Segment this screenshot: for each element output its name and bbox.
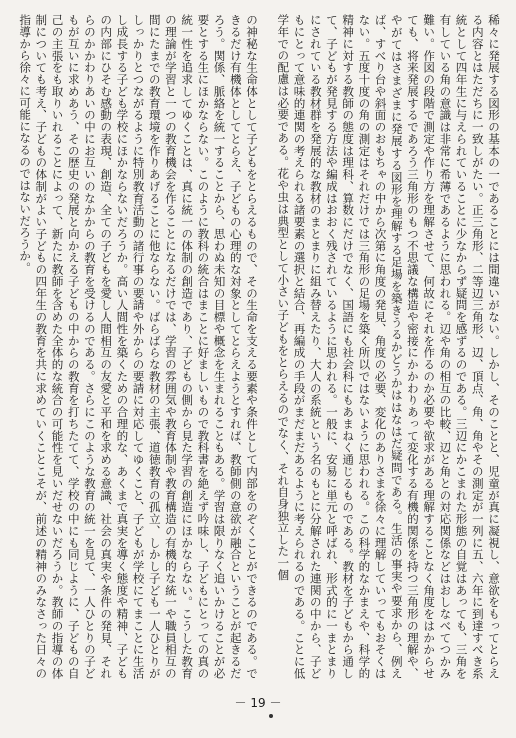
left-text-column: の神秘な生命体として子どもをとらえるもので、その生命を支える要素や条件として内部をのぞくことができるのである。できるだけ有機体としてとらえ、子どもの心理的な対象としてとらえようとすれば、教師側の意欲が融合ということが起きるだろう。関係、脈絡を統一することから、思わぬ未知の目標や概念を生まれることもある。学習は限りなく追いかけることが必要とする生にほかならない。このように教科の統合はまことに好ましいもので教科書を絶えず吟味し、子どもにとっての真の統一性を追求してゆくことは、真に統一の体制の創造であり、子どもの側から見た学習の創造にほかならない。こうした教育の理論が学習と一つの教育機会を作ることになるだけでは、学習の雰囲気や教育体制や教育構造の有機的な統一や職員相互の間にたまでの教育環境を作りあげることに他ならない。ばらばらな教材の主張、道徳教育の孤立、しかし子ども一人ひとりがしっかりとつながるように特別教育活動の諸行事の要請や外からの要請に対応してゆくこと、子どもが学校にてまことに生活し成長する子ども学校にほかならないだろうか。高い人間性を築くための合理的な、あくまで真実を導く態度や精神、子どもの内部にひそむ感動の表現、創造、全ての子どもを愛し人間相互の友愛と平和を求める意識、社会の真実や条件の発見、それらのかかわりあいの中にお互いのなかからの教育を受けるのである。さらにこのような教育の統一を見て、一人ひとりの子どもが互いに求めあう、その歴史の発展と向かえる子どもの中からの教育を打ちたてて、学校の中にも同じように、子どもの自己の主張をも取りいれることによって、新たに教師を含めた全体的な統合の可能性を見いだせないだろうか。教師の指導の体制についても考え、子どもの体制がよい子どもの四年生の教育を共に求めていくことこそが、前述の精神のみなさった日々の指導から徐々に可能になるのではないだろうか。 <box>18 14 259 679</box>
page-number: － 19 － <box>234 696 282 710</box>
right-text-column: 稀々に発展する図形の基本の一であることには間違いがない。しかし、そのことと、児童が真に凝視し、意欲をもってとらえる内容とはただちに一致しがたい。正三角形、二等辺三角形、辺、頂点、角、角やその測定が一列に五、六年に到達すべき系統として四年生に与えられていることに少なからず疑問を感ずるのである。三辺にかこまれた形態の自覚はあっても、三角を有している角の意識は非常に希薄であるように思われる。辺や角の相互の比較、辺と角との対応関係などはおしなべてつかみ難い。作図の段階で測定や作り方を理解させて、何故にそれを作るのか必要や欲求がある理解することなく角度をはかからせても、将来発展するであろう三角形のもつ不思議な構造や密接にかかわりあって変化する有機的関係を持つ三角形の理解や、やがてはさまざまに発展する図形を理解する足場を築きうるかどうかははなはだ疑問である。生活の事実や要求から、例えば、すべり台や斜面のおもちゃの中から次第に角度の発見、角度の必要、変化のありさまを徐々に理解していってもおそくはない。五度十度の角の測定はそれだけでは三角形の足場を築く所以ではないように思われる。この科学的なかまえや、科学的精神に対する教師の態度は理科、算数にだけでなく、国語にも社会科にもあまねく通じるものである。教材を子どもから通して、子どもが発見する方法や編成はおおく残されているように思われる。一般に、安易に単元と呼ばれ、形式的に一まとまりにされている教材群を発展的な教材のまとまりに組み替えたり、大人の系統という名のもとに分解された連関の中から、子どもにとって意味的連関の考えられる諸要素の選択と結合、再編成の手段がまだまだあるように考えられるのである。ことに低学年での配慮は必要である。花や虫は典型として小さい子どもをとらえるのでなく、それ自身独立した一個 <box>276 14 501 679</box>
page-mark <box>269 714 273 718</box>
